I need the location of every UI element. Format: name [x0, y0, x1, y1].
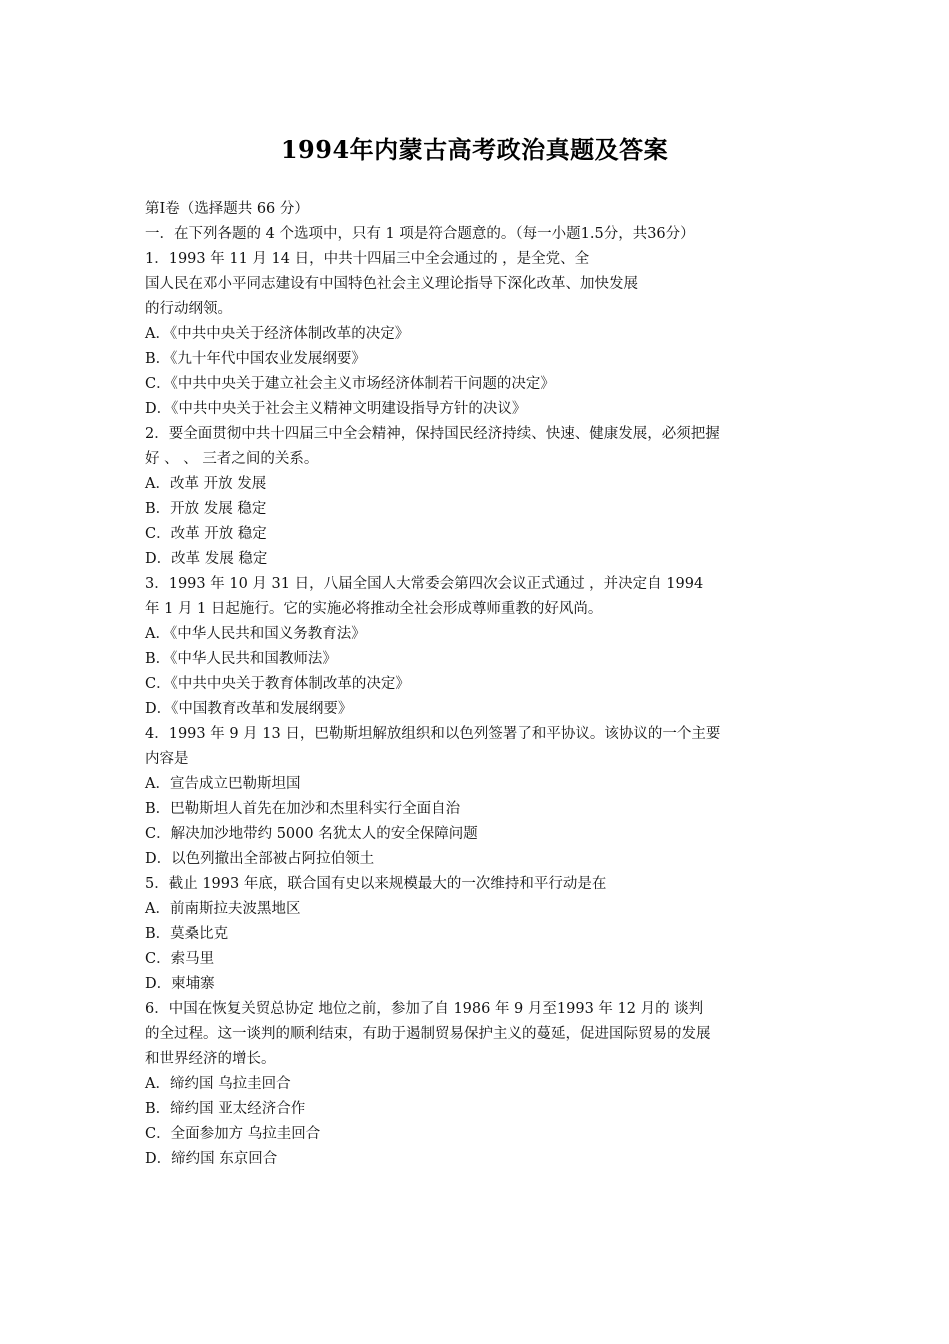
- text-line: 年 1 月 1 日起施行。它的实施必将推动全社会形成尊师重教的好风尚。: [145, 601, 603, 617]
- text-line: A．前南斯拉夫波黑地区: [145, 901, 301, 917]
- text-line: D．以色列撤出全部被占阿拉伯领土: [145, 851, 375, 867]
- text-line: A．缔约国 乌拉圭回合: [145, 1076, 291, 1092]
- text-line: B．莫桑比克: [145, 926, 229, 942]
- text-line: 国人民在邓小平同志建设有中国特色社会主义理论指导下深化改革、加快发展: [145, 276, 638, 292]
- text-line: 6．中国在恢复关贸总协定 地位之前，参加了自 1986 年 9 月至1993 年 12 月的 谈判: [145, 1001, 704, 1017]
- text-line: C．解决加沙地带约 5000 名犹太人的安全保障问题: [145, 826, 478, 842]
- text-line: 的行动纲领。: [145, 301, 232, 317]
- text-line: 4．1993 年 9 月 13 日，巴勒斯坦解放组织和以色列签署了和平协议。该协议的一个主要: [145, 726, 721, 742]
- text-line: C．改革 开放 稳定: [145, 526, 267, 542]
- text-line: D．《中共中央关于社会主义精神文明建设指导方针的决议》: [145, 401, 527, 417]
- text-line: D．缔约国 东京回合: [145, 1151, 278, 1167]
- text-line: C．全面参加方 乌拉圭回合: [145, 1126, 321, 1142]
- text-line: A．《中华人民共和国义务教育法》: [145, 626, 366, 642]
- text-line: 和世界经济的增长。: [145, 1051, 276, 1067]
- text-line: 一．在下列各题的 4 个选项中，只有 1 项是符合题意的。（每一小题1.5分，共36分）: [145, 226, 695, 242]
- document-title: 1994年内蒙古高考政治真题及答案: [280, 135, 669, 164]
- text-line: B．《中华人民共和国教师法》: [145, 651, 337, 667]
- text-line: 的全过程。这一谈判的顺利结束，有助于遏制贸易保护主义的蔓延，促进国际贸易的发展: [145, 1026, 711, 1042]
- text-line: A．宣告成立巴勒斯坦国: [145, 776, 301, 792]
- text-line: 第Ⅰ卷（选择题共 66 分）: [145, 201, 309, 217]
- text-line: B．开放 发展 稳定: [145, 501, 267, 517]
- text-line: 5．截止 1993 年底，联合国有史以来规模最大的一次维持和平行动是在: [145, 876, 607, 892]
- text-line: A．改革 开放 发展: [145, 476, 267, 492]
- text-line: B．巴勒斯坦人首先在加沙和杰里科实行全面自治: [145, 801, 461, 817]
- text-line: C．《中共中央关于教育体制改革的决定》: [145, 676, 410, 692]
- text-line: D．《中国教育改革和发展纲要》: [145, 701, 353, 717]
- text-line: A．《中共中央关于经济体制改革的决定》: [145, 326, 410, 342]
- text-line: C．索马里: [145, 951, 215, 967]
- text-line: 2．要全面贯彻中共十四届三中全会精神，保持国民经济持续、快速、健康发展，必须把握: [145, 426, 720, 442]
- document-body: [145, 197, 815, 1172]
- text-line: B．缔约国 亚太经济合作: [145, 1101, 306, 1117]
- text-line: 1．1993 年 11 月 14 日，中共十四届三中全会通过的 ，是全党、全: [145, 251, 590, 267]
- text-line: C．《中共中央关于建立社会主义市场经济体制若干问题的决定》: [145, 376, 555, 392]
- text-line: 内容是: [145, 751, 189, 767]
- text-line: 3．1993 年 10 月 31 日，八届全国人大常委会第四次会议正式通过 ，并决定自 1994: [145, 576, 704, 592]
- text-line: D．改革 发展 稳定: [145, 551, 268, 567]
- text-line: D．柬埔寨: [145, 976, 215, 992]
- text-line: 好 、 、 三者之间的关系。: [145, 451, 319, 467]
- text-line: B．《九十年代中国农业发展纲要》: [145, 351, 366, 367]
